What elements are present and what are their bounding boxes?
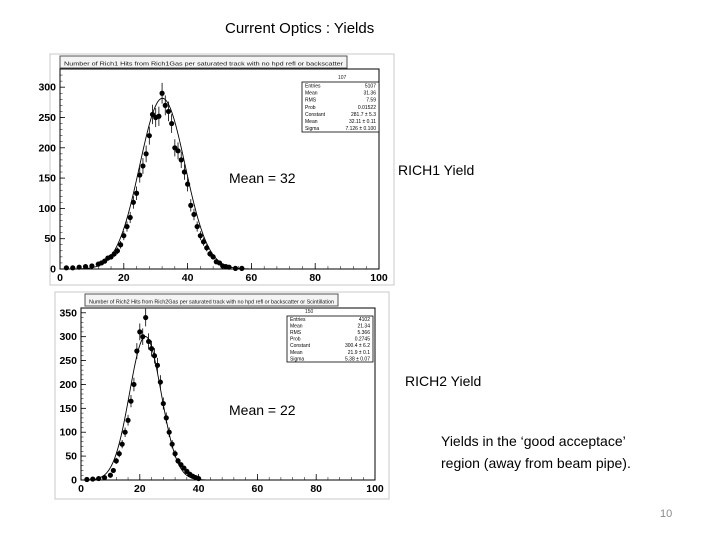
data-point: [149, 346, 154, 351]
data-point: [140, 163, 145, 168]
rich1-mean-note: Mean = 32: [229, 170, 296, 186]
histogram-id: 150: [305, 309, 314, 315]
data-point: [155, 363, 160, 368]
data-point: [164, 415, 169, 420]
data-point: [166, 109, 171, 114]
x-tick-label: 80: [309, 272, 322, 284]
stats-label: Constant: [290, 343, 311, 350]
x-tick-label: 60: [245, 272, 258, 284]
stats-label: Entries: [290, 316, 306, 323]
data-point: [108, 473, 113, 478]
y-tick-label: 250: [38, 111, 56, 124]
data-point: [131, 200, 136, 205]
x-tick-label: 60: [251, 483, 264, 495]
data-point: [123, 430, 128, 435]
histogram-title: Number of Rich1 Hits from Rich1Gas per saturated track with no hpd refl or backscatter: [64, 61, 344, 68]
data-point: [198, 233, 203, 238]
rich2-mean-note: Mean = 22: [229, 402, 296, 418]
stats-value: 21.9 ± 0.1: [347, 349, 370, 356]
y-tick-label: 350: [59, 307, 77, 320]
data-point: [134, 348, 139, 353]
data-point: [182, 169, 187, 174]
data-point: [201, 239, 206, 244]
data-point: [120, 442, 125, 447]
histogram-id: 107: [338, 75, 347, 81]
data-point: [77, 265, 82, 270]
caption: [441, 430, 631, 474]
data-point: [134, 191, 139, 196]
y-tick-label: 300: [59, 331, 77, 344]
y-tick-label: 50: [65, 450, 77, 463]
data-point: [239, 266, 244, 271]
stats-label: Mean: [290, 323, 303, 330]
stats-value: 5.38 ± 0.07: [345, 356, 370, 363]
data-point: [158, 379, 163, 384]
data-point: [195, 224, 200, 229]
data-point: [147, 133, 152, 138]
data-point: [83, 264, 88, 269]
data-point: [118, 242, 123, 247]
data-point: [175, 148, 180, 153]
stats-value: 5107: [364, 83, 376, 90]
y-tick-label: 300: [38, 81, 56, 94]
data-point: [114, 458, 119, 463]
stats-value: 300.4 ± 6.2: [345, 343, 370, 350]
data-point: [102, 475, 107, 480]
data-point: [169, 121, 174, 126]
stats-label: Prob: [290, 336, 301, 343]
y-tick-label: 100: [38, 202, 56, 215]
data-point: [124, 224, 129, 229]
caption-line-2: region (away from beam pipe).: [441, 455, 631, 471]
y-tick-label: 200: [38, 142, 56, 155]
data-point: [115, 248, 120, 253]
histogram-title: Number of Rich2 Hits from Rich2Gas per saturated track with no hpd refl or backscatter or Scintillation: [89, 299, 335, 306]
stats-label: Sigma: [305, 126, 320, 133]
data-point: [172, 451, 177, 456]
stats-label: Mean: [290, 349, 303, 356]
data-point: [137, 329, 142, 334]
y-tick-label: 200: [59, 378, 77, 391]
data-point: [96, 476, 101, 481]
stats-value: 5.366: [357, 330, 370, 337]
rich1-histogram: [38, 52, 395, 287]
stats-value: 4102: [358, 316, 370, 323]
stats-value: 21.34: [357, 323, 370, 330]
data-point: [152, 353, 157, 358]
stats-value: 281.7 ± 5.3: [351, 111, 376, 118]
data-point: [211, 254, 216, 259]
stats-value: 7.126 ± 0.100: [345, 126, 376, 133]
data-point: [84, 477, 89, 482]
data-point: [167, 430, 172, 435]
stats-label: Mean: [305, 90, 318, 97]
data-point: [70, 265, 75, 270]
data-point: [131, 382, 136, 387]
data-point: [146, 339, 151, 344]
rich2-histogram: [55, 290, 390, 500]
stats-label: Prob: [305, 104, 316, 111]
y-tick-label: 150: [38, 172, 56, 185]
data-point: [161, 401, 166, 406]
data-point: [144, 151, 149, 156]
x-tick-label: 20: [133, 483, 146, 495]
data-point: [90, 476, 95, 481]
x-tick-label: 20: [117, 272, 130, 284]
data-point: [117, 451, 122, 456]
data-point: [121, 233, 126, 238]
data-point: [196, 476, 201, 481]
data-point: [128, 399, 133, 404]
y-tick-label: 0: [50, 263, 56, 276]
data-point: [143, 315, 148, 320]
data-point: [140, 334, 145, 339]
data-point: [111, 468, 116, 473]
caption-line-1: Yields in the ‘good acceptace’: [441, 433, 626, 449]
y-tick-label: 250: [59, 355, 77, 368]
data-point: [64, 265, 69, 270]
data-point: [159, 91, 164, 96]
data-point: [185, 182, 190, 187]
stats-label: RMS: [305, 97, 317, 104]
data-point: [204, 245, 209, 250]
data-point: [156, 114, 161, 119]
stats-value: 31.36: [363, 90, 376, 97]
x-tick-label: 80: [310, 483, 323, 495]
stats-label: RMS: [290, 330, 302, 337]
data-point: [233, 266, 238, 271]
data-point: [137, 172, 142, 177]
x-tick-label: 100: [366, 483, 384, 495]
rich1-yield-label: RICH1 Yield: [398, 162, 475, 178]
data-point: [89, 263, 94, 268]
data-point: [128, 215, 133, 220]
y-tick-label: 50: [44, 233, 56, 246]
stats-label: Entries: [305, 83, 321, 90]
data-point: [125, 418, 130, 423]
x-tick-label: 40: [192, 483, 205, 495]
stats-value: 32.11 ± 0.11: [348, 119, 376, 126]
data-point: [163, 103, 168, 108]
stats-label: Mean: [305, 119, 318, 126]
y-tick-label: 100: [59, 426, 77, 439]
x-tick-label: 0: [57, 272, 63, 284]
stats-value: 0.2745: [354, 336, 370, 343]
slide-title: Current Optics : Yields: [225, 20, 375, 37]
stats-label: Sigma: [290, 356, 305, 363]
data-point: [188, 203, 193, 208]
x-tick-label: 0: [78, 483, 84, 495]
stats-value: 7.59: [366, 97, 376, 104]
data-point: [191, 212, 196, 217]
rich2-yield-label: RICH2 Yield: [405, 373, 482, 389]
page-number: 10: [660, 508, 673, 520]
data-point: [179, 157, 184, 162]
y-tick-label: 0: [71, 474, 77, 487]
y-tick-label: 150: [59, 402, 77, 415]
x-tick-label: 40: [181, 272, 194, 284]
data-point: [226, 265, 231, 270]
data-point: [170, 442, 175, 447]
stats-label: Constant: [305, 111, 326, 118]
x-tick-label: 100: [370, 272, 388, 284]
stats-value: 0.01522: [357, 104, 376, 111]
